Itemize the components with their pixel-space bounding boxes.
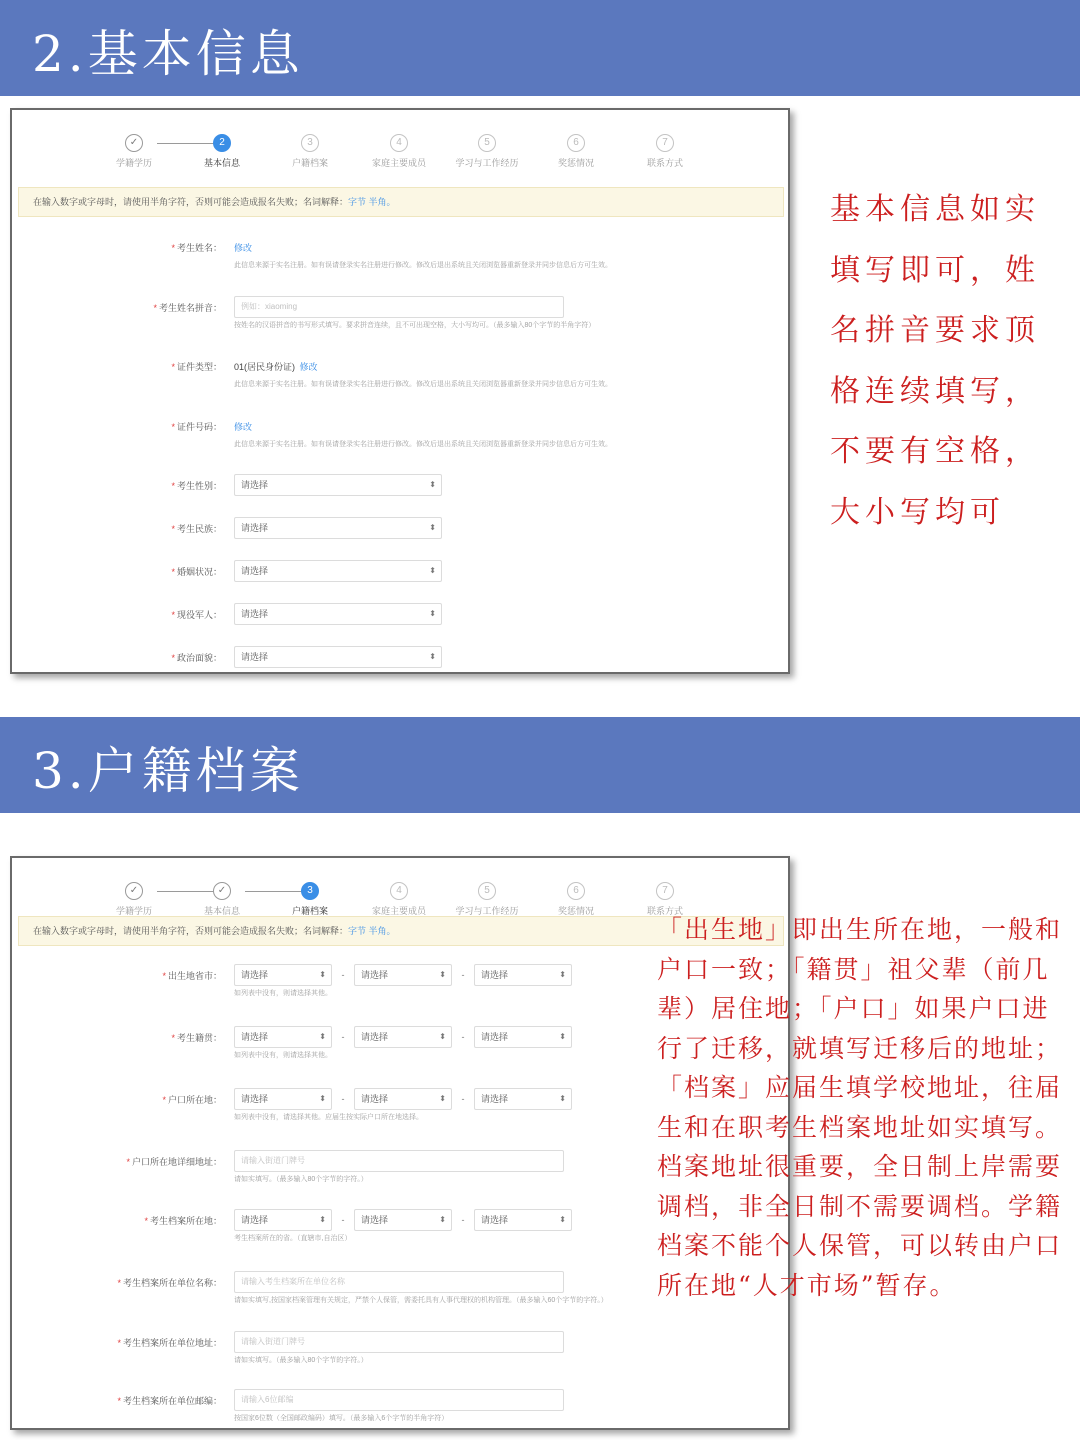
field-label: * 考生姓名：: [171, 243, 222, 253]
field-label: * 婚姻状况：: [171, 567, 222, 577]
step-5[interactable]: [437, 134, 537, 169]
step-number: 7: [656, 882, 674, 900]
field-label: * 出生地省市：: [162, 971, 222, 981]
step-label: 户籍档案: [291, 158, 328, 168]
chevron-updown-icon: ⬍: [319, 970, 326, 979]
step-progress: [12, 110, 790, 170]
birthplace-city-select[interactable]: 请选择 ⬍: [354, 964, 452, 986]
field-label: * 户口所在地：: [162, 1095, 222, 1105]
step-label: 学习与工作经历: [455, 158, 519, 168]
birthplace-province-select[interactable]: 请选择 ⬍: [234, 964, 332, 986]
chevron-updown-icon: ⬍: [429, 609, 436, 618]
archive-unit-input[interactable]: 请输入考生档案所在单位名称: [234, 1271, 564, 1293]
chevron-updown-icon: ⬍: [559, 1215, 566, 1224]
field-marital: [12, 560, 790, 584]
chevron-updown-icon: ⬍: [439, 970, 446, 979]
field-gender: [12, 474, 790, 498]
section-banner-basic-info: [0, 0, 1080, 96]
field-label: * 考生档案所在单位邮编：: [117, 1396, 222, 1406]
field-label: * 证件类型：: [171, 362, 222, 372]
check-icon: ✓: [125, 882, 143, 900]
chevron-updown-icon: ⬍: [319, 1215, 326, 1224]
marital-select[interactable]: 请选择 ⬍: [234, 560, 442, 582]
step-4[interactable]: [349, 882, 449, 917]
gender-select[interactable]: 请选择 ⬍: [234, 474, 442, 496]
ethnicity-select[interactable]: 请选择 ⬍: [234, 517, 442, 539]
step-label: 联系方式: [646, 158, 683, 168]
section-banner-household: [0, 717, 1080, 813]
notice-text: 在输入数字或字母时，请使用半角字符，否则可能会造成报名失败；名词解释：: [33, 197, 349, 207]
step-5[interactable]: [437, 882, 537, 917]
step-3[interactable]: [260, 134, 360, 169]
notice-link[interactable]: 字节 半角。: [348, 926, 396, 936]
field-hint: 请如实填写。（最多输入80个字节的字符。）: [234, 1357, 368, 1364]
field-label: * 证件号码：: [171, 422, 222, 432]
check-icon: ✓: [125, 134, 143, 152]
field-hint: 按国家6位数（全国邮政编码）填写。（最多输入6个字节的半角字符）: [234, 1415, 449, 1422]
field-label: * 政治面貌：: [171, 653, 222, 663]
field-pinyin: [12, 296, 790, 329]
half-width-notice: [18, 187, 784, 217]
field-hint: 考生档案所在的省。（直辖市,自治区）: [234, 1235, 352, 1242]
step-label: 奖惩情况: [557, 906, 594, 916]
field-native-place: * 考生籍贯： 请选择 ⬍ - 请选择 ⬍ - 请选择 ⬍ 如列表中没有，则请选择其他。: [12, 1026, 790, 1050]
step-label: 学习与工作经历: [455, 906, 519, 916]
pinyin-input[interactable]: 例如：xiaoming: [234, 296, 564, 318]
field-hint: 请如实填写,按国家档案管理有关规定，严禁个人保管，需委托具有人事代理权的机构管理。（最多输入60个字节的字符。）: [234, 1297, 608, 1304]
native-city-select[interactable]: 请选择 ⬍: [354, 1026, 452, 1048]
chevron-updown-icon: ⬍: [429, 652, 436, 661]
archive-unit-postcode-input[interactable]: 请输入6位邮编: [234, 1389, 564, 1411]
edit-name-link[interactable]: 修改: [234, 243, 253, 253]
step-3[interactable]: [260, 882, 360, 917]
field-label: * 考生档案所在地：: [144, 1216, 222, 1226]
field-id-type: [12, 355, 790, 388]
step-label: 家庭主要成员: [371, 158, 426, 168]
step-number: 3: [301, 134, 319, 152]
step-number: 2: [213, 134, 231, 152]
screenshot-basic-info-form: [10, 108, 790, 674]
archive-unit-address-input[interactable]: 请输入街道门牌号: [234, 1331, 564, 1353]
chevron-updown-icon: ⬍: [559, 1094, 566, 1103]
id-type-value: 01(居民身份证): [234, 362, 296, 372]
field-label: * 考生档案所在单位地址：: [117, 1338, 222, 1348]
field-id-number: [12, 415, 790, 448]
military-select[interactable]: 请选择 ⬍: [234, 603, 442, 625]
chevron-updown-icon: ⬍: [559, 970, 566, 979]
step-4[interactable]: [349, 134, 449, 169]
step-number: 5: [478, 882, 496, 900]
chevron-updown-icon: ⬍: [439, 1094, 446, 1103]
step-6[interactable]: [526, 134, 626, 169]
field-hint: 如列表中没有，请选择其他。应届生按实际户口所在地选择。: [234, 1114, 423, 1121]
chevron-updown-icon: ⬍: [429, 480, 436, 489]
step-label: 学籍学历: [115, 906, 152, 916]
field-political: [12, 646, 790, 670]
archive-province-select[interactable]: 请选择 ⬍: [234, 1209, 332, 1231]
edit-id-number-link[interactable]: 修改: [234, 422, 253, 432]
notice-text: 在输入数字或字母时，请使用半角字符，否则可能会造成报名失败；名词解释：: [33, 926, 349, 936]
field-label: * 考生籍贯：: [171, 1033, 222, 1043]
birthplace-county-select[interactable]: 请选择 ⬍: [474, 964, 572, 986]
annotation-household: 「出生地」即出生所在地，一般和户口一致；「籍贯」祖父辈（前几辈）居住地；「户口」如果户口进行了迁移，就填写迁移后的地址；「档案」应届生填学校地址，往届生和在职考生档案地址如实填写。档案地址很重要，全日制上岸需要调档，非全日制不需要调档。学籍档案不能个人保管，可以转由户口所在地“人才市场”暂存。: [657, 915, 1063, 1300]
step-number: 6: [567, 134, 585, 152]
field-name: [12, 236, 790, 269]
step-number: 4: [390, 882, 408, 900]
chevron-updown-icon: ⬍: [319, 1032, 326, 1041]
step-label: 家庭主要成员: [371, 906, 426, 916]
hukou-county-select[interactable]: 请选择 ⬍: [474, 1088, 572, 1110]
step-progress: [12, 858, 790, 918]
step-2[interactable]: [172, 134, 272, 169]
step-label: 基本信息: [203, 158, 240, 168]
field-hint: 按姓名的汉语拼音的书写形式填写。要求拼音连续，且不可出现空格，大小写均可。（最多输入80个字节的半角字符）: [234, 322, 596, 329]
field-birthplace: * 出生地省市： 请选择 ⬍ - 请选择 ⬍ - 请选择 ⬍ 如列表中没有，则请选择其他。: [12, 964, 790, 988]
field-ethnicity: [12, 517, 790, 541]
political-select[interactable]: 请选择 ⬍: [234, 646, 442, 668]
notice-link[interactable]: 字节 半角。: [348, 197, 396, 207]
field-hukou-place: * 户口所在地： 请选择 ⬍ - 请选择 ⬍ - 请选择 ⬍ 如列表中没有，请选择其他。应届生按实际户口所在地选择。: [12, 1088, 790, 1112]
field-label: * 考生档案所在单位名称：: [117, 1278, 222, 1288]
chevron-updown-icon: ⬍: [429, 523, 436, 532]
field-hint: 如列表中没有，则请选择其他。: [234, 990, 332, 997]
field-hint: 如列表中没有，则请选择其他。: [234, 1052, 332, 1059]
field-archive-unit-postcode: [12, 1389, 790, 1422]
hukou-province-select[interactable]: 请选择 ⬍: [234, 1088, 332, 1110]
archive-city-select[interactable]: 请选择 ⬍: [354, 1209, 452, 1231]
field-archive-place: * 考生档案所在地： 请选择 ⬍ - 请选择 ⬍ - 请选择 ⬍ 考生档案所在的省。（直辖市,自治区）: [12, 1209, 790, 1233]
field-label: * 现役军人：: [171, 610, 222, 620]
hukou-address-input[interactable]: 请输入街道门牌号: [234, 1150, 564, 1172]
field-label: * 考生性别：: [171, 481, 222, 491]
step-1[interactable]: [84, 882, 184, 917]
field-label: * 考生姓名拼音：: [153, 303, 222, 313]
chevron-updown-icon: ⬍: [429, 566, 436, 575]
field-hint: 请如实填写。（最多输入80个字节的字符。）: [234, 1176, 368, 1183]
field-label: * 考生民族：: [171, 524, 222, 534]
step-number: 3: [301, 882, 319, 900]
section-title: 3.户籍档案: [32, 742, 304, 800]
annotation-basic-info: 基本信息如实填写即可，姓名拼音要求顶格连续填写，不要有空格，大小写均可: [830, 192, 1040, 530]
step-7[interactable]: [615, 134, 715, 169]
native-county-select[interactable]: 请选择 ⬍: [474, 1026, 572, 1048]
step-number: 7: [656, 134, 674, 152]
step-number: 4: [390, 134, 408, 152]
check-icon: ✓: [213, 882, 231, 900]
step-label: 奖惩情况: [557, 158, 594, 168]
edit-id-type-link[interactable]: 修改: [299, 362, 318, 372]
chevron-updown-icon: ⬍: [319, 1094, 326, 1103]
chevron-updown-icon: ⬍: [559, 1032, 566, 1041]
step-6[interactable]: [526, 882, 626, 917]
step-2[interactable]: [172, 882, 272, 917]
step-label: 户籍档案: [291, 906, 328, 916]
step-label: 学籍学历: [115, 158, 152, 168]
step-label: 联系方式: [646, 906, 683, 916]
hukou-city-select[interactable]: 请选择 ⬍: [354, 1088, 452, 1110]
field-hint: 此信息来源于实名注册。如有误请登录实名注册进行修改。修改后退出系统且关闭浏览器重新登录并同步信息后方可生效。: [234, 381, 612, 388]
field-archive-unit-address: [12, 1331, 790, 1364]
field-military: [12, 603, 790, 627]
native-province-select[interactable]: 请选择 ⬍: [234, 1026, 332, 1048]
field-hint: 此信息来源于实名注册。如有误请登录实名注册进行修改。修改后退出系统且关闭浏览器重新登录并同步信息后方可生效。: [234, 441, 612, 448]
field-hint: 此信息来源于实名注册。如有误请登录实名注册进行修改。修改后退出系统且关闭浏览器重新登录并同步信息后方可生效。: [234, 262, 612, 269]
step-number: 5: [478, 134, 496, 152]
chevron-updown-icon: ⬍: [439, 1215, 446, 1224]
section-title: 2.基本信息: [32, 25, 304, 83]
field-label: * 户口所在地详细地址：: [126, 1157, 222, 1167]
chevron-updown-icon: ⬍: [439, 1032, 446, 1041]
step-label: 基本信息: [203, 906, 240, 916]
step-1[interactable]: [84, 134, 184, 169]
step-number: 6: [567, 882, 585, 900]
archive-county-select[interactable]: 请选择 ⬍: [474, 1209, 572, 1231]
